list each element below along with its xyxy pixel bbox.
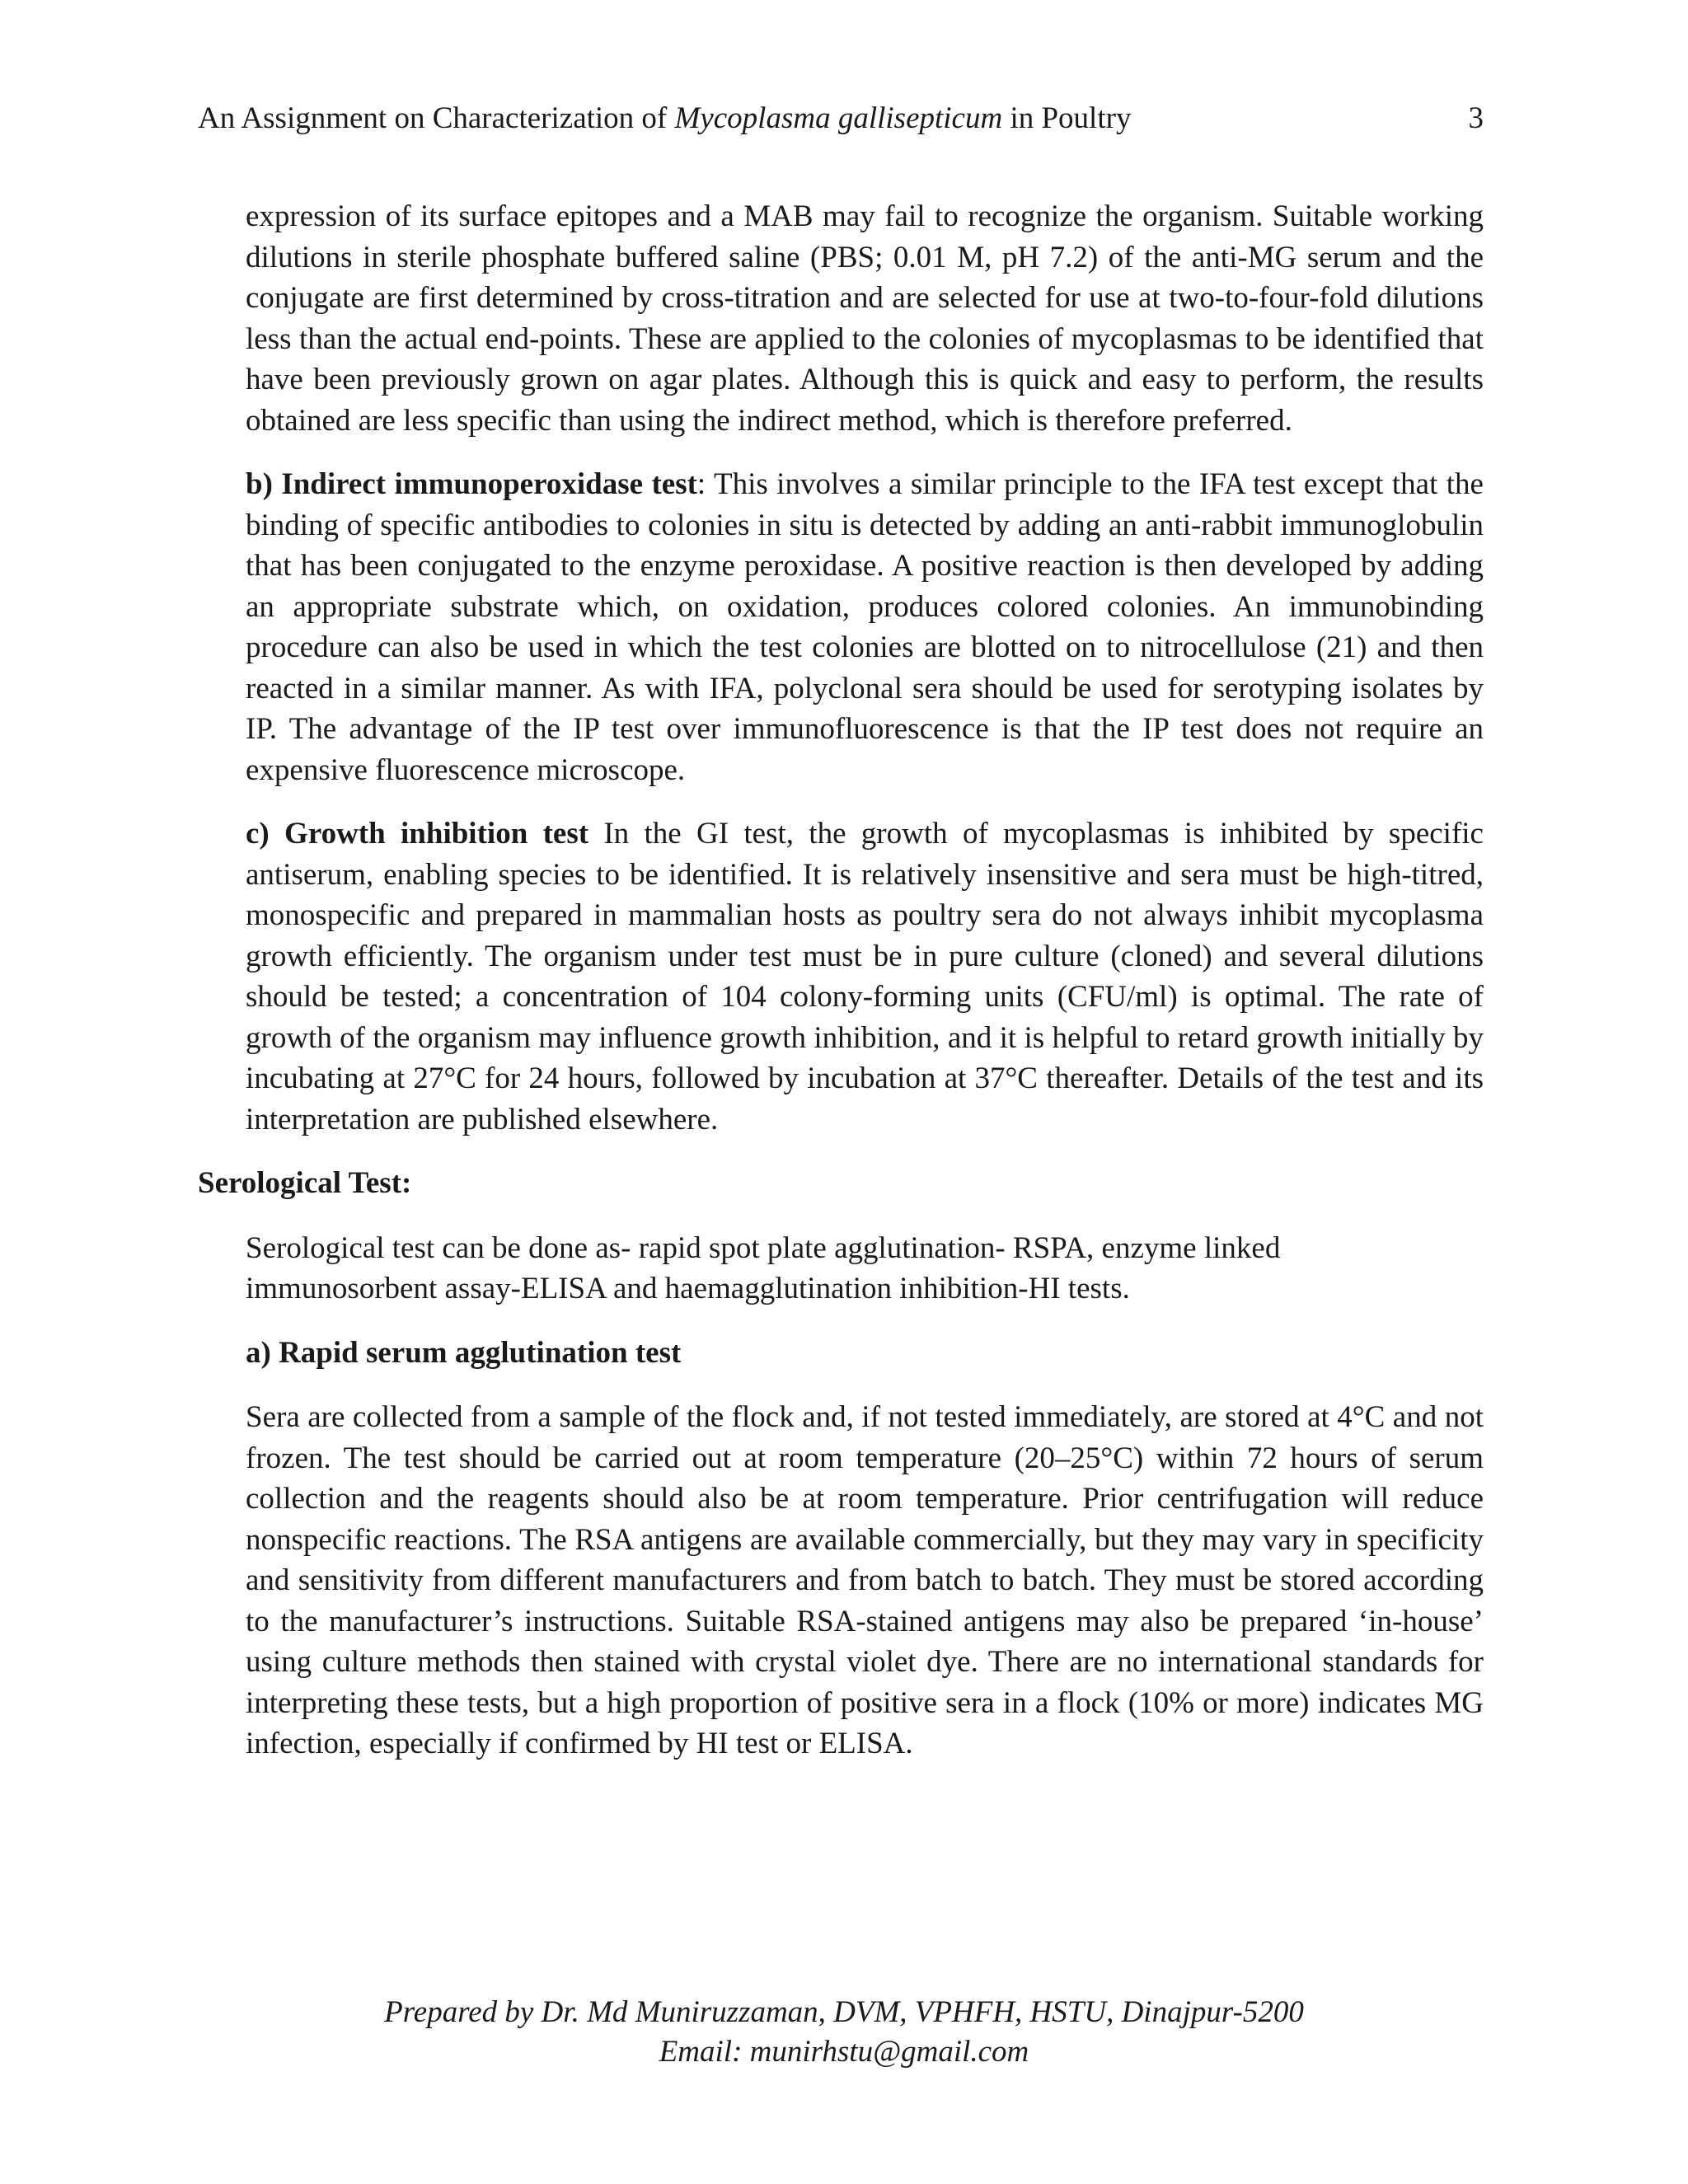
page-body (198, 196, 1484, 1788)
growth-inhibition-text: In the GI test, the growth of mycoplasmas is inhibited by specific antiserum, enabling species to be identified. It is relatively insensitive and sera must be high-titred, monospecific and prepared in mammalian hosts as poultry sera do not always inhibit mycoplasma growth efficiently. The organism under test must be in pure culture (cloned) and several dilutions should be tested; a concentration of 104 colony-forming units (CFU/ml) is optimal. The rate of growth of the organism may influence growth inhibition, and it is helpful to retard growth initially by incubating at 27°C for 24 hours, followed by incubation at 37°C thereafter. Details of the test and its interpretation are published elsewhere. (246, 817, 1484, 1137)
title-organism: Mycoplasma gallisepticum (674, 101, 1003, 135)
indirect-immunoperoxidase-heading: b) Indirect immunoperoxidase test (246, 467, 697, 501)
paragraph-rapid-serum-agglutination: Sera are collected from a sample of the flock and, if not tested immediately, are stored at 4°C and not frozen. The test should be carried out at room temperature (20–25°C) within 72 hours of serum collection and the reagents should also be at room temperature. Prior centrifugation will reduce nonspecific reactions. The RSA antigens are available commercially, but they may vary in specificity and sensitivity from different manufacturers and from batch to batch. They must be stored according to the manufacturer’s instructions. Suitable RSA-stained antigens may also be prepared ‘in-house’ using culture methods then stained with crystal violet dye. There are no international standards for interpreting these tests, but a high proportion of positive sera in a flock (10% or more) indicates MG infection, especially if confirmed by HI test or ELISA. (246, 1400, 1484, 1760)
title-prefix: An Assignment on Characterization of (198, 101, 675, 135)
growth-inhibition-heading: c) Growth inhibition test (246, 817, 589, 851)
page-number: 3 (1468, 101, 1484, 135)
serological-test-heading: Serological Test: (198, 1166, 412, 1200)
page-header (198, 97, 1484, 140)
indirect-immunoperoxidase-text: : This involves a similar principle to the IFA test except that the binding of specific antibodies to colonies in situ is detected by adding an anti-rabbit immunoglobulin that has been conjugated to the enzyme peroxidase. A positive reaction is then developed by adding an appropriate substrate which, on oxidation, produces colored colonies. An immunobinding procedure can also be used in which the test colonies are blotted on to nitrocellulose (21) and then reacted in a similar manner. As with IFA, polyclonal sera should be used for serotyping isolates by IP. The advantage of the IP test over immunofluorescence is that the IP test does not require an expensive fluorescence microscope. (246, 467, 1484, 787)
paragraph-surface-epitopes: expression of its surface epitopes and a MAB may fail to recognize the organism. Suitable working dilutions in sterile phosphate buffered saline (PBS; 0.01 M, pH 7.2) of the anti-MG serum and the conjugate are first determined by cross-titration and are selected for use at two-to-four-fold dilutions less than the actual end-points. These are applied to the colonies of mycoplasmas to be identified that have been previously grown on agar plates. Although this is quick and easy to perform, the results obtained are less specific than using the indirect method, which is therefore preferred. (246, 199, 1484, 438)
paragraph-indirect-immunoperoxidase (246, 464, 1484, 790)
title-suffix: in Poultry (1002, 101, 1132, 135)
serological-intro-line-2: immunosorbent assay-ELISA and haemagglutination inhibition-HI tests. (246, 1272, 1130, 1305)
footer-author: Prepared by Dr. Md Muniruzzaman, DVM, VPHFH, HSTU, Dinajpur-5200 (384, 1995, 1304, 2029)
paragraph-growth-inhibition (246, 813, 1484, 1140)
page-footer (0, 1993, 1688, 2072)
serological-intro-line-1: Serological test can be done as- rapid spot plate agglutination- RSPA, enzyme linked (246, 1230, 1281, 1265)
rapid-serum-agglutination-heading: a) Rapid serum agglutination test (246, 1335, 682, 1370)
footer-email: Email: munirhstu@gmail.com (659, 2035, 1029, 2069)
document-title (198, 97, 1131, 140)
paragraph-serological-intro (246, 1228, 1484, 1310)
